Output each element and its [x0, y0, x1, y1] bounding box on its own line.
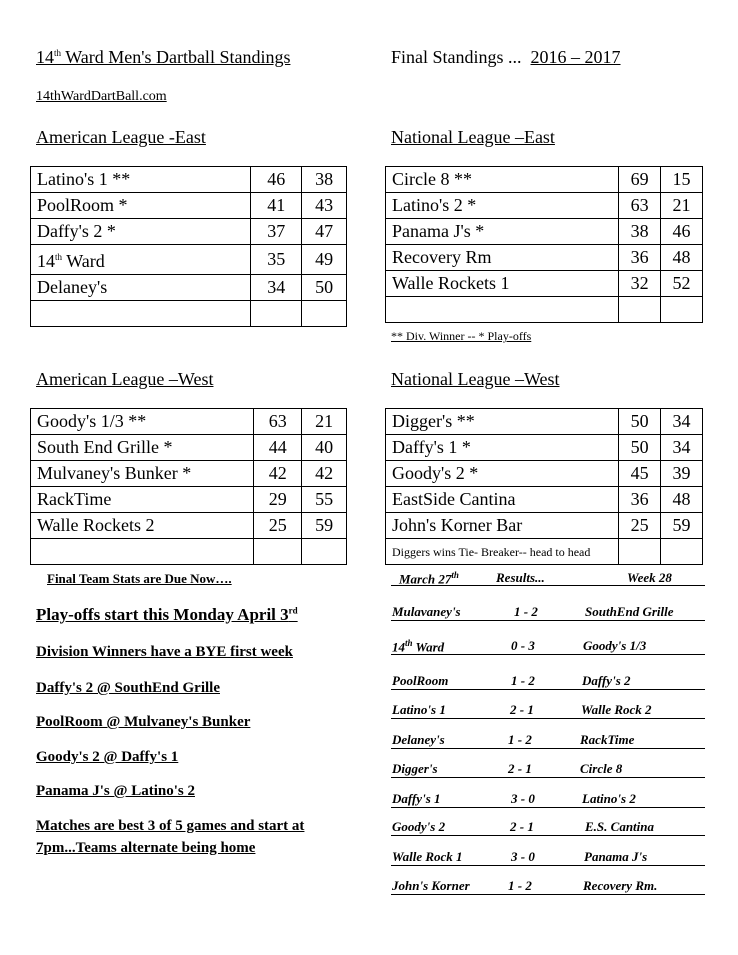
table-row: [386, 461, 703, 487]
table-row: [386, 167, 703, 193]
result-underline: [391, 654, 705, 655]
results-header-underline: [391, 585, 705, 586]
title-sup: th: [54, 48, 62, 58]
page-title: [36, 47, 290, 68]
match-format-line-1: Matches are best 3 of 5 games and start at: [36, 818, 305, 834]
results-date-sup: th: [451, 570, 459, 580]
result-score: 1 - 2: [511, 673, 535, 688]
wins: 38: [619, 219, 661, 245]
result-home-sup: th: [405, 638, 413, 648]
playoffs-start-note: [36, 605, 298, 625]
result-away: E.S. Cantina: [585, 819, 655, 834]
bye-note: Division Winners have a BYE first week: [36, 644, 293, 660]
losses: 48: [661, 487, 703, 513]
wins: 32: [619, 271, 661, 297]
result-home: [392, 638, 444, 655]
losses: 50: [302, 275, 347, 301]
season: 2016 – 2017: [530, 47, 621, 67]
result-home: PoolRoom: [392, 673, 449, 688]
result-score: 0 - 3: [511, 638, 535, 653]
table-row: [31, 487, 347, 513]
losses: 38: [302, 167, 347, 193]
wins: 25: [254, 513, 302, 539]
playoff-matchup: PoolRoom @ Mulvaney's Bunker: [36, 714, 251, 730]
playoff-matchup: Goody's 2 @ Daffy's 1: [36, 749, 179, 765]
table-row: [31, 167, 347, 193]
losses: 49: [302, 245, 347, 275]
team-name-text: Ward: [62, 251, 105, 271]
team-name: Walle Rockets 1: [386, 271, 619, 297]
losses: 48: [661, 245, 703, 271]
result-away: Latino's 2: [582, 791, 636, 806]
playoff-matchup: Panama J's @ Latino's 2: [36, 783, 195, 799]
losses: 55: [302, 487, 347, 513]
al-west-table: [30, 408, 347, 565]
result-score: 2 - 1: [508, 761, 532, 776]
nl-west-heading: National League –West: [391, 369, 560, 389]
team-name: Mulvaney's Bunker *: [31, 461, 254, 487]
result-home: Goody's 2: [392, 819, 446, 834]
result-underline: [391, 777, 705, 778]
result-home: Daffy's 1: [392, 791, 441, 806]
wins: 69: [619, 167, 661, 193]
nl-east-heading: National League –East: [391, 127, 555, 147]
table-row: [386, 487, 703, 513]
table-row: [386, 193, 703, 219]
team-name: Walle Rockets 2: [31, 513, 254, 539]
losses: 34: [661, 435, 703, 461]
team-name: EastSide Cantina: [386, 487, 619, 513]
team-name: [31, 245, 251, 275]
team-name: Daffy's 1 *: [386, 435, 619, 461]
al-west-heading: American League –West: [36, 369, 214, 389]
title-text: Ward Men's Dartball Standings: [61, 47, 291, 67]
table-row: [31, 435, 347, 461]
result-home-number: 14: [392, 639, 405, 655]
wins: 34: [251, 275, 302, 301]
team-name: Panama J's *: [386, 219, 619, 245]
result-away: SouthEnd Grille: [585, 604, 674, 619]
playoffs-start-text: Play-offs start this Monday April 3: [36, 605, 289, 624]
result-score: 1 - 2: [514, 604, 538, 619]
result-score: 2 - 1: [510, 819, 534, 834]
result-home: Mulavaney's: [392, 604, 461, 619]
al-east-table: [30, 166, 347, 327]
wins: 37: [251, 219, 302, 245]
result-score: 3 - 0: [511, 791, 535, 806]
wins: 36: [619, 487, 661, 513]
playoff-matchup: Daffy's 2 @ SouthEnd Grille: [36, 680, 220, 696]
table-row: [31, 193, 347, 219]
result-home: John's Korner: [392, 878, 470, 893]
losses: 43: [302, 193, 347, 219]
losses: 59: [302, 513, 347, 539]
team-name: Latino's 2 *: [386, 193, 619, 219]
results-date-text: March 27: [399, 571, 452, 587]
team-name-sup: th: [55, 252, 63, 262]
losses: 52: [661, 271, 703, 297]
losses: 47: [302, 219, 347, 245]
result-away: Goody's 1/3: [583, 638, 647, 653]
team-name: John's Korner Bar: [386, 513, 619, 539]
result-away: RackTime: [580, 732, 635, 747]
nl-east-table: [385, 166, 703, 323]
table-row: [31, 409, 347, 435]
team-name: Circle 8 **: [386, 167, 619, 193]
empty-row: [31, 539, 347, 565]
division-legend: ** Div. Winner -- * Play-offs: [391, 329, 532, 343]
result-underline: [391, 689, 705, 690]
al-east-heading: American League -East: [36, 127, 206, 147]
table-row: [31, 513, 347, 539]
losses: 21: [302, 409, 347, 435]
losses: 46: [661, 219, 703, 245]
team-name: Delaney's: [31, 275, 251, 301]
wins: 50: [619, 409, 661, 435]
title-number: 14: [36, 47, 54, 67]
wins: 44: [254, 435, 302, 461]
tie-breaker-note: Diggers wins Tie- Breaker-- head to head: [386, 539, 619, 565]
team-name: RackTime: [31, 487, 254, 513]
result-score: 2 - 1: [510, 702, 534, 717]
team-name: Goody's 2 *: [386, 461, 619, 487]
empty-row: [386, 297, 703, 323]
empty-row: [31, 301, 347, 327]
losses: 15: [661, 167, 703, 193]
result-home-text: Ward: [412, 639, 445, 655]
result-away: Panama J's: [584, 849, 648, 864]
result-home: Latino's 1: [392, 702, 446, 717]
wins: 41: [251, 193, 302, 219]
losses: 42: [302, 461, 347, 487]
wins: 45: [619, 461, 661, 487]
team-name: Recovery Rm: [386, 245, 619, 271]
wins: 63: [619, 193, 661, 219]
result-underline: [391, 620, 705, 621]
team-name: Latino's 1 **: [31, 167, 251, 193]
losses: 39: [661, 461, 703, 487]
table-row: [386, 409, 703, 435]
results-label: Results...: [496, 570, 545, 585]
result-score: 3 - 0: [511, 849, 535, 864]
team-name: Goody's 1/3 **: [31, 409, 254, 435]
tie-note-row: [386, 539, 703, 565]
wins: 36: [619, 245, 661, 271]
result-home: Walle Rock 1: [392, 849, 463, 864]
result-score: 1 - 2: [508, 732, 532, 747]
team-name: PoolRoom *: [31, 193, 251, 219]
result-away: Recovery Rm.: [583, 878, 658, 893]
table-row: [386, 513, 703, 539]
table-row: [31, 275, 347, 301]
result-home: Delaney's: [392, 732, 445, 747]
stats-due-note: Final Team Stats are Due Now….: [47, 571, 232, 586]
playoffs-start-sup: rd: [288, 605, 298, 616]
nl-west-table: [385, 408, 703, 565]
result-underline: [391, 718, 705, 719]
wins: 25: [619, 513, 661, 539]
result-underline: [391, 807, 705, 808]
table-row: [31, 219, 347, 245]
table-row: [386, 245, 703, 271]
result-away: Circle 8: [580, 761, 623, 776]
table-row: [386, 271, 703, 297]
final-label: Final Standings ...: [391, 47, 522, 67]
table-row: [386, 435, 703, 461]
result-home: Digger's: [392, 761, 438, 776]
team-name: Daffy's 2 *: [31, 219, 251, 245]
wins: 63: [254, 409, 302, 435]
result-underline: [391, 835, 705, 836]
team-name-number: 14: [37, 251, 55, 271]
losses: 21: [661, 193, 703, 219]
wins: 35: [251, 245, 302, 275]
wins: 29: [254, 487, 302, 513]
result-score: 1 - 2: [508, 878, 532, 893]
losses: 59: [661, 513, 703, 539]
team-name: Digger's **: [386, 409, 619, 435]
team-name: South End Grille *: [31, 435, 254, 461]
losses: 40: [302, 435, 347, 461]
table-row: [31, 245, 347, 275]
losses: 34: [661, 409, 703, 435]
wins: 42: [254, 461, 302, 487]
match-format-line-2: 7pm...Teams alternate being home: [36, 840, 256, 856]
wins: 50: [619, 435, 661, 461]
table-row: [31, 461, 347, 487]
table-row: [386, 219, 703, 245]
results-week: Week 28: [627, 570, 672, 585]
final-standings-label: [391, 47, 621, 68]
result-underline: [391, 865, 705, 866]
result-underline: [391, 748, 705, 749]
wins: 46: [251, 167, 302, 193]
result-underline: [391, 894, 705, 895]
result-away: Walle Rock 2: [581, 702, 652, 717]
website-link[interactable]: 14thWardDartBall.com: [36, 89, 167, 104]
result-away: Daffy's 2: [582, 673, 631, 688]
